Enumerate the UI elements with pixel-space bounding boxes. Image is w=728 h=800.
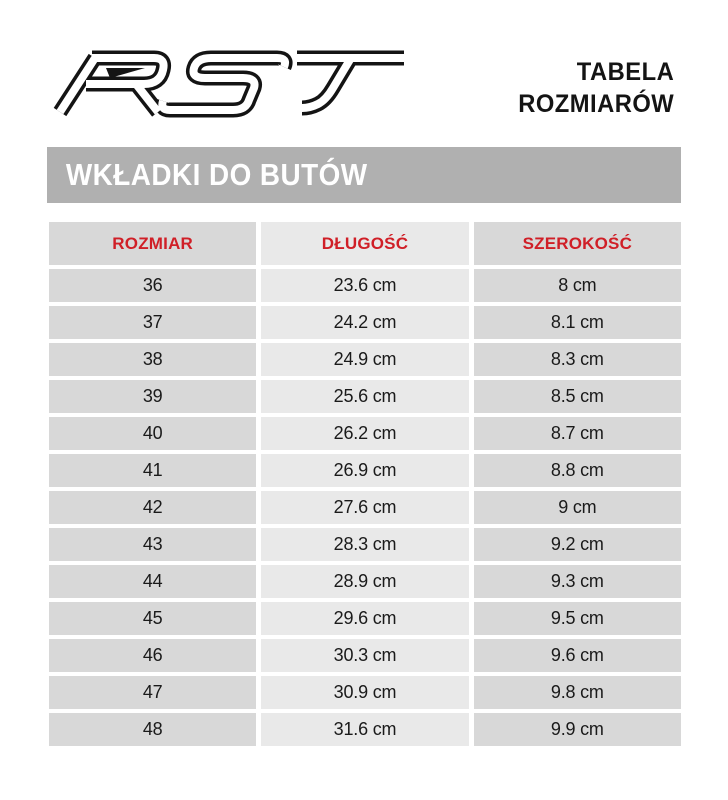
size-cell: 40: [49, 417, 256, 450]
section-title: WKŁADKI DO BUTÓW: [65, 157, 368, 192]
size-cell: 37: [49, 306, 256, 339]
size-cell: 48: [49, 713, 256, 746]
section-header-band: [47, 147, 681, 203]
length-cell: 26.9 cm: [261, 454, 468, 487]
size-table: [49, 222, 681, 746]
width-cell: 9 cm: [474, 491, 681, 524]
width-cell: 9.6 cm: [474, 639, 681, 672]
length-cell: 24.2 cm: [261, 306, 468, 339]
length-cell: 23.6 cm: [261, 269, 468, 302]
width-cell: 8 cm: [474, 269, 681, 302]
length-cell: 29.6 cm: [261, 602, 468, 635]
width-cell: 8.8 cm: [474, 454, 681, 487]
size-cell: 47: [49, 676, 256, 709]
size-cell: 39: [49, 380, 256, 413]
size-cell: 46: [49, 639, 256, 672]
rst-logo: [50, 48, 412, 124]
width-cell: 9.8 cm: [474, 676, 681, 709]
width-cell: 9.2 cm: [474, 528, 681, 561]
width-cell: 9.9 cm: [474, 713, 681, 746]
column-header-dlugosc: DŁUGOŚĆ: [261, 222, 468, 265]
size-cell: 36: [49, 269, 256, 302]
length-cell: 24.9 cm: [261, 343, 468, 376]
column-header-szerokosc: SZEROKOŚĆ: [474, 222, 681, 265]
length-cell: 31.6 cm: [261, 713, 468, 746]
page-title: [518, 56, 674, 120]
width-cell: 8.7 cm: [474, 417, 681, 450]
width-cell: 9.5 cm: [474, 602, 681, 635]
size-cell: 41: [49, 454, 256, 487]
size-cell: 44: [49, 565, 256, 598]
size-cell: 43: [49, 528, 256, 561]
length-cell: 28.9 cm: [261, 565, 468, 598]
rst-logo-icon: [50, 48, 412, 124]
length-cell: 30.3 cm: [261, 639, 468, 672]
length-cell: 28.3 cm: [261, 528, 468, 561]
page-title-line-1: TABELA: [576, 58, 674, 86]
width-cell: 8.5 cm: [474, 380, 681, 413]
size-cell: 38: [49, 343, 256, 376]
size-cell: 45: [49, 602, 256, 635]
length-cell: 27.6 cm: [261, 491, 468, 524]
page-title-line-2: ROZMIARÓW: [518, 90, 674, 118]
width-cell: 8.3 cm: [474, 343, 681, 376]
width-cell: 8.1 cm: [474, 306, 681, 339]
column-header-rozmiar: ROZMIAR: [49, 222, 256, 265]
length-cell: 26.2 cm: [261, 417, 468, 450]
size-cell: 42: [49, 491, 256, 524]
width-cell: 9.3 cm: [474, 565, 681, 598]
length-cell: 30.9 cm: [261, 676, 468, 709]
length-cell: 25.6 cm: [261, 380, 468, 413]
